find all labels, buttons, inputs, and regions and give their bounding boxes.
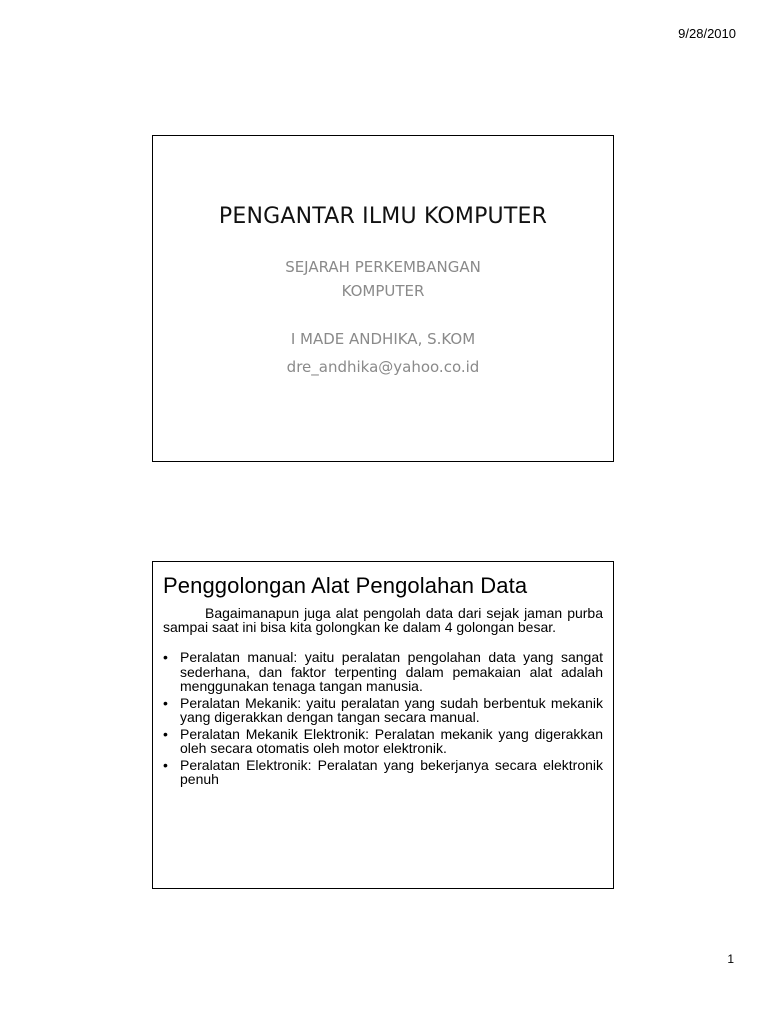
bullet-icon: •: [163, 756, 168, 773]
bullet-icon: •: [163, 649, 168, 665]
intro-paragraph: Bagaimanapun juga alat pengolah data dari sejak jaman purba sampai saat ini bisa kita golongkan ke dalam 4 golongan besar.: [163, 605, 603, 635]
list-item: [163, 696, 603, 725]
page-number: 1: [727, 952, 734, 966]
list-item-text: Peralatan Mekanik: yaitu peralatan yang sudah berbentuk mekanik yang digerakkan dengan tangan secara manual.: [180, 694, 603, 725]
author-block: [153, 325, 613, 381]
list-item: [163, 650, 603, 694]
bullet-icon: •: [163, 694, 168, 711]
list-item: [163, 758, 603, 787]
content-slide: [152, 561, 614, 889]
slide-heading: Penggolongan Alat Pengolahan Data: [163, 573, 528, 598]
bullet-list: [163, 650, 603, 787]
title-slide: [152, 135, 614, 462]
list-item-text: Peralatan Elektronik: Peralatan yang bekerjanya secara elektronik penuh: [180, 756, 603, 787]
author-name: I MADE ANDHIKA, S.KOM: [290, 330, 476, 348]
author-email: dre_andhika@yahoo.co.id: [286, 358, 480, 376]
subtitle-line-2: KOMPUTER: [341, 282, 425, 300]
list-item: [163, 727, 603, 756]
print-date: 9/28/2010: [678, 26, 736, 41]
bullet-icon: •: [163, 725, 168, 742]
subtitle-line-1: SEJARAH PERKEMBANGAN: [285, 258, 481, 276]
list-item-text: Peralatan manual: yaitu peralatan pengolahan data yang sangat sederhana, dan faktor terpenting dalam pemakaian alat adalah menggunakan tenaga tangan manusia.: [180, 649, 603, 694]
list-item-text: Peralatan Mekanik Elektronik: Peralatan mekanik yang digerakkan oleh secara otomatis oleh motor elektronik.: [180, 725, 603, 756]
slide-subtitle: [153, 255, 613, 303]
slide-title: PENGANTAR ILMU KOMPUTER: [218, 204, 548, 229]
